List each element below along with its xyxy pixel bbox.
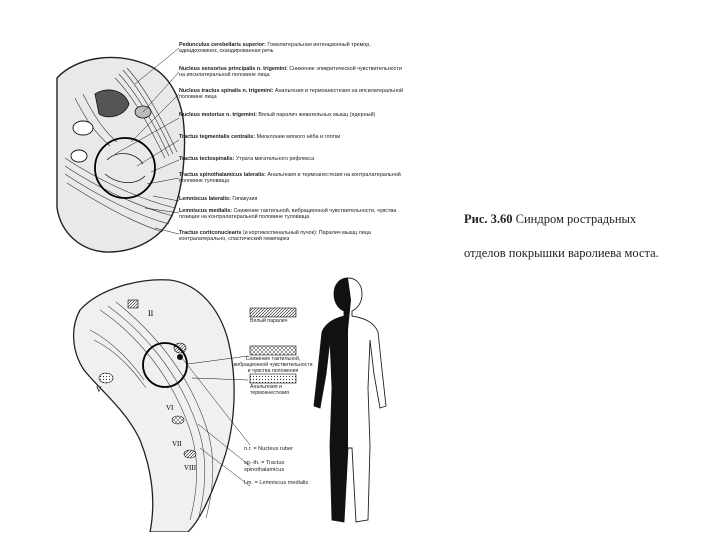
body-sensory-silhouette [314, 278, 386, 522]
cn-label-vii: VII [172, 440, 182, 448]
brainstem-sagittal-figure [60, 270, 400, 532]
abbr-nucleus-ruber: n.r. = Nucleus ruber [244, 446, 293, 452]
cn-label-ii: II [148, 309, 154, 318]
sagittal-drawing [60, 270, 400, 532]
abbr-spinothalamicus: sp.-th. = Tractus spinothalamicus [244, 460, 285, 473]
legend-label-tactile: Снижение тактильной, вибрационной чувствительности и чувства положения [233, 356, 313, 374]
cn-label-v: V [96, 385, 102, 394]
pons-cross-section-figure [55, 38, 405, 260]
label-pedunculus: Pedunculus cerebellaris superior: Гомолатеральная интенционный тремор, адиадохокинез, скандированная речь [179, 42, 371, 55]
legend-label-analgesia: Анальгезия и термоанестезия [250, 384, 289, 396]
label-tractus-corticonuclearis: Tractus corticonuclearis (и кортикоспинальный пучок): Паралич мышц лица контралатерально, спастический гемипарез [179, 230, 371, 243]
label-tractus-tegmentalis: Tractus tegmentalis centralis: Миоклонии мягкого нёба и глотки [179, 134, 341, 140]
label-tractus-tectospinalis: Tractus tectospinalis: Утрата мигательного рефлекса [179, 156, 315, 162]
label-nucleus-sensorius: Nucleus sensorius principalis n. trigemini: Снижение эпикритической чувствительности на ипсилатеральной половине лица [179, 66, 402, 79]
caption-line-1: Рис. 3.60 Синдром рострадьных [464, 212, 637, 226]
legend-swatch-analgesia [250, 374, 296, 383]
abbr-lemniscus-medialis: l.m. = Lemniscus medialis [244, 480, 309, 486]
cn-label-vi: VI [166, 404, 174, 412]
caption-line-2: отделов покрышки варолиева моста. [464, 246, 659, 260]
label-tractus-spinothalamicus: Tractus spinothalamicus lateralis: Анальгезия и термоанестезия на контралатеральной половине туловища [179, 172, 401, 185]
legend-label-paralysis: Вялый паралич [250, 318, 288, 324]
cn-label-viii: VIII [184, 464, 197, 472]
label-nucleus-motorius: Nucleus motorius n. trigemini: Вялый паралич жевательных мышц (ядерный) [179, 112, 376, 118]
label-nucleus-tractus-spinalis: Nucleus tractus spinalis n. trigemini: Анальгезия и термоанестезия на ипсилатеральной половине лица [179, 88, 403, 101]
label-lemniscus-lateralis: Lemniscus lateralis: Гипакузия [179, 196, 258, 202]
label-lemniscus-medialis: Lemniscus medialis: Снижение тактильной, вибрационной чувствительности, чувства позиции на контралатеральной половине туловища [179, 208, 397, 221]
legend-swatch-tactile [250, 346, 296, 355]
legend-swatch-paralysis [250, 308, 296, 317]
